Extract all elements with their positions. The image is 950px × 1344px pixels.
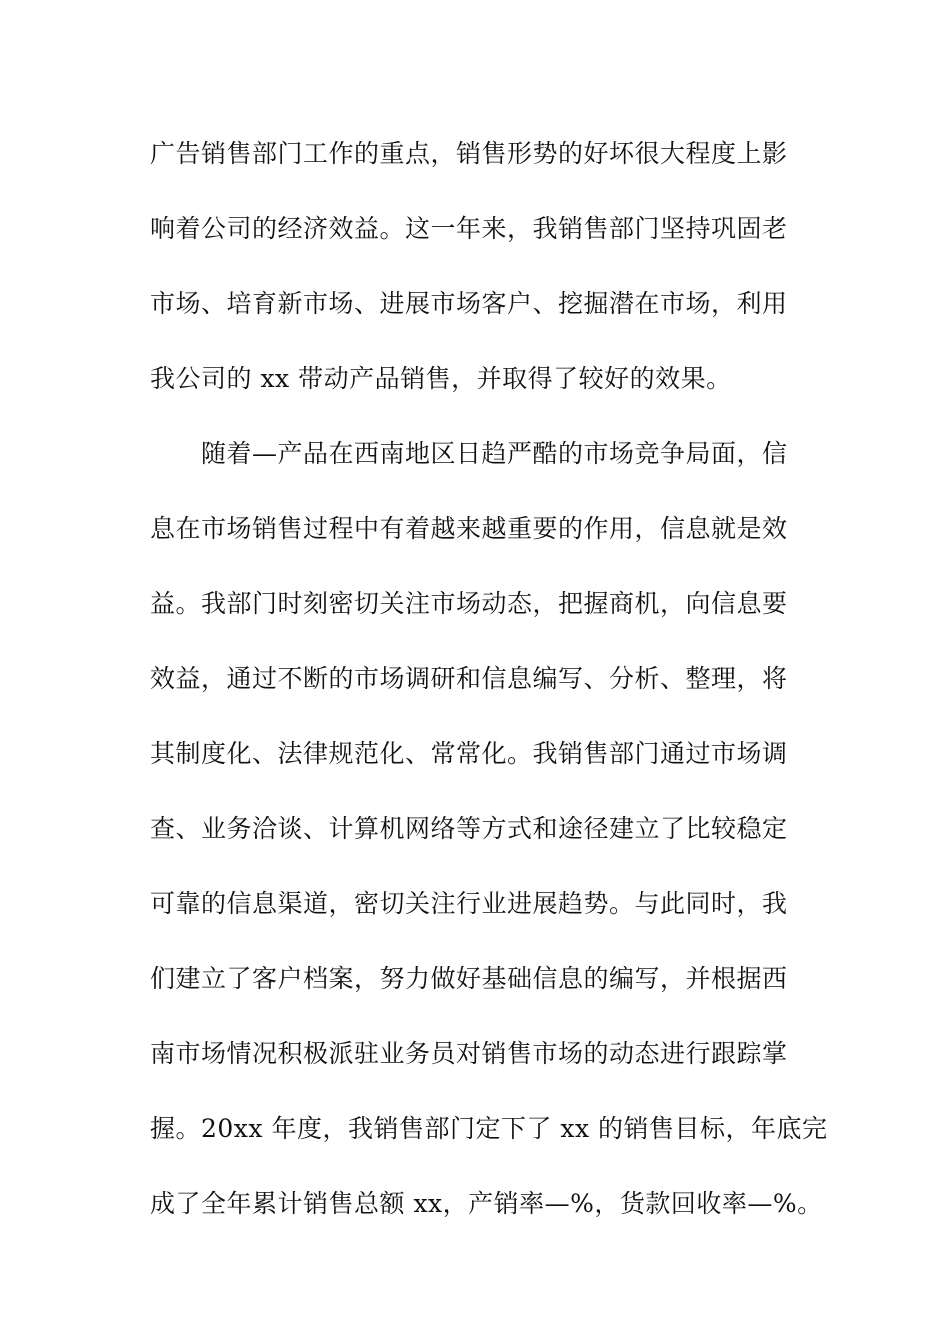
text-line: 响着公司的经济效益。这一年来，我销售部门坚持巩固老 bbox=[150, 214, 788, 243]
paragraph-1 bbox=[150, 116, 815, 416]
text-line: 南市场情况积极派驻业务员对销售市场的动态进行跟踪掌 bbox=[150, 1039, 788, 1068]
text-line: 握。20xx 年度，我销售部门定下了 xx 的销售目标，年底完 bbox=[150, 1114, 828, 1143]
text-line: 市场、培育新市场、进展市场客户、挖掘潜在市场，利用 bbox=[150, 289, 788, 318]
text-line: 其制度化、法律规范化、常常化。我销售部门通过市场调 bbox=[150, 739, 788, 768]
text-line: 随着—产品在西南地区日趋严酷的市场竞争局面，信 bbox=[201, 439, 788, 468]
text-line: 可靠的信息渠道，密切关注行业进展趋势。与此同时，我 bbox=[150, 889, 788, 918]
text-line: 效益，通过不断的市场调研和信息编写、分析、整理，将 bbox=[150, 664, 788, 693]
text-line: 查、业务洽谈、计算机网络等方式和途径建立了比较稳定 bbox=[150, 814, 788, 843]
text-line: 们建立了客户档案，努力做好基础信息的编写，并根据西 bbox=[150, 964, 788, 993]
text-line: 广告销售部门工作的重点，销售形势的好坏很大程度上影 bbox=[150, 139, 788, 168]
body-text bbox=[150, 116, 828, 1241]
text-line: 益。我部门时刻密切关注市场动态，把握商机，向信息要 bbox=[150, 589, 788, 618]
text-line: 我公司的 xx 带动产品销售，并取得了较好的效果。 bbox=[150, 364, 732, 393]
text-line: 成了全年累计销售总额 xx，产销率—%，货款回收率—%。 bbox=[150, 1189, 823, 1218]
paragraph-2 bbox=[150, 416, 828, 1241]
text-line: 息在市场销售过程中有着越来越重要的作用，信息就是效 bbox=[150, 514, 788, 543]
